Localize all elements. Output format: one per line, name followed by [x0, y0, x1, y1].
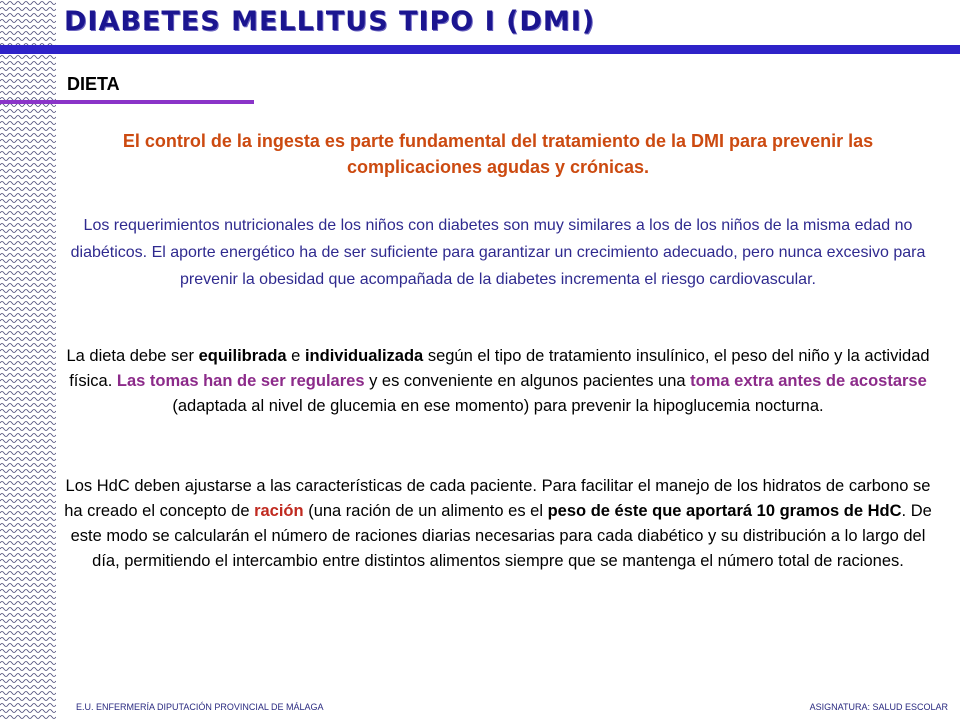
emphasis-individualizada: individualizada	[304, 347, 424, 365]
text: según el tipo de tratamiento insulínico, el peso del niño y la actividad física.	[69, 347, 930, 390]
highlight-extra-meal: toma extra antes de acostarse	[690, 372, 927, 390]
text: y es conveniente en algunos pacientes una	[364, 372, 691, 390]
highlight-regular-meals: Las tomas han de ser regulares	[116, 372, 365, 390]
decorative-wave-border	[0, 0, 56, 720]
footer-institution: E.U. ENFERMERÍA DIPUTACIÓN PROVINCIAL DE MÁLAGA	[76, 702, 324, 712]
text: . De este modo se calcularán el número de raciones diarias necesarias para cada diabético y su distribución a lo largo del día, permitiendo el intercambio entre distintos alimentos siempre que se mantenga el número total de raciones.	[70, 502, 932, 570]
carbohydrates-paragraph	[58, 474, 938, 574]
footer-subject: ASIGNATURA: SALUD ESCOLAR	[809, 702, 948, 712]
highlight-racion: ración	[254, 502, 304, 520]
emphasis-peso: peso de éste que aportará 10 gramos de HdC	[547, 502, 902, 520]
text: Los HdC deben ajustarse a las características de cada paciente. Para facilitar el manejo de los hidratos de carbono se ha creado el concepto de	[64, 477, 931, 520]
text: e	[286, 347, 305, 365]
diet-paragraph	[58, 344, 938, 419]
slide-title: DIABETES MELLITUS TIPO I (DMI)	[64, 6, 596, 37]
text: La dieta debe ser	[66, 347, 199, 365]
title-bar	[0, 45, 960, 54]
section-underline	[0, 100, 254, 104]
emphasis-equilibrada: equilibrada	[198, 347, 287, 365]
text: (una ración de un alimento es el	[303, 502, 548, 520]
intro-paragraph: El control de la ingesta es parte fundamental del tratamiento de la DMI para prevenir las complicaciones agudas y crónicas.	[122, 131, 874, 177]
requirements-paragraph: Los requerimientos nutricionales de los niños con diabetes son muy similares a los de los niños de la misma edad no diabéticos. El aporte energético ha de ser suficiente para garantizar un crecimiento adecuado, pero nunca excesivo para prevenir la obesidad que acompañada de la diabetes incrementa el riesgo cardiovascular.	[70, 217, 926, 288]
text: (adaptada al nivel de glucemia en ese momento) para prevenir la hipoglucemia nocturna.	[172, 397, 824, 415]
section-heading: DIETA	[67, 74, 120, 94]
